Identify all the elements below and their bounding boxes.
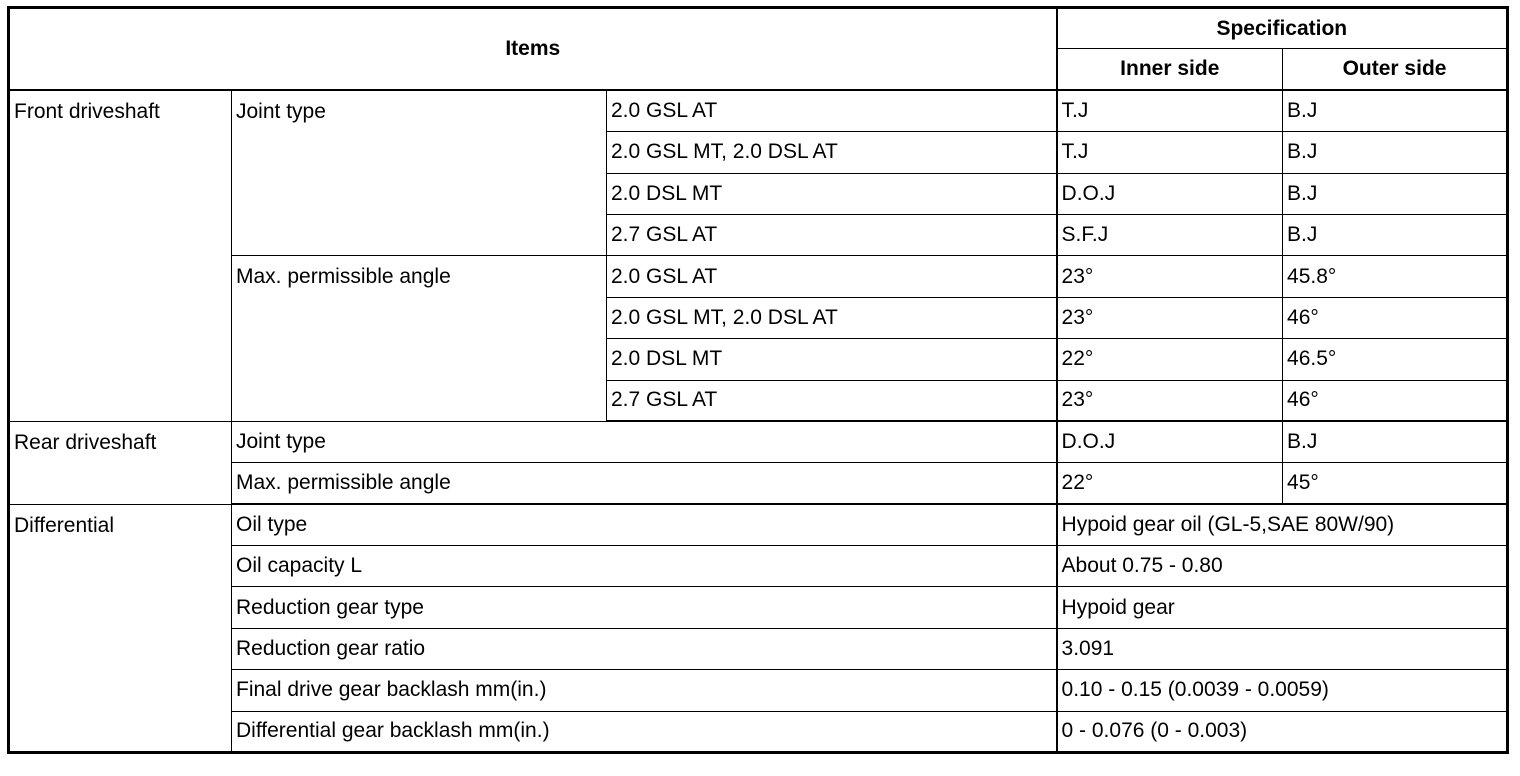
- table-row: [9, 587, 1508, 628]
- item-cell: Oil type: [232, 504, 1057, 545]
- group-label-front-driveshaft: Front driveshaft: [9, 90, 232, 421]
- table-row: [9, 463, 1508, 504]
- table-row: [9, 421, 1508, 462]
- outer-side-cell: 45°: [1283, 463, 1508, 504]
- item-cell: Oil capacity L: [232, 546, 1057, 587]
- table-row: [9, 670, 1508, 711]
- inner-side-cell: 23°: [1057, 256, 1283, 297]
- variant-cell: 2.0 DSL MT: [607, 339, 1057, 380]
- inner-side-cell: D.O.J: [1057, 421, 1283, 462]
- table-row: [9, 504, 1508, 545]
- header-row-1: [9, 8, 1508, 49]
- item-cell: Reduction gear type: [232, 587, 1057, 628]
- inner-side-cell: T.J: [1057, 90, 1283, 131]
- specification-table: [7, 6, 1509, 754]
- group-label-differential: Differential: [9, 504, 232, 752]
- spec-cell: 0.10 - 0.15 (0.0039 - 0.0059): [1057, 670, 1508, 711]
- variant-cell: 2.0 DSL MT: [607, 173, 1057, 214]
- inner-side-cell: 23°: [1057, 380, 1283, 421]
- item-label-joint-type: Joint type: [232, 90, 607, 256]
- table-row: [9, 546, 1508, 587]
- outer-side-cell: B.J: [1283, 421, 1508, 462]
- outer-side-cell: 46°: [1283, 380, 1508, 421]
- item-label-max-permissible-angle: Max. permissible angle: [232, 256, 607, 422]
- spec-cell: 3.091: [1057, 628, 1508, 669]
- table-row: [9, 711, 1508, 752]
- outer-side-cell: B.J: [1283, 214, 1508, 255]
- outer-side-header: Outer side: [1283, 49, 1508, 90]
- group-label-rear-driveshaft: Rear driveshaft: [9, 421, 232, 504]
- variant-cell: 2.0 GSL MT, 2.0 DSL AT: [607, 132, 1057, 173]
- variant-cell: 2.0 GSL MT, 2.0 DSL AT: [607, 297, 1057, 338]
- spec-table-container: [7, 6, 1509, 754]
- item-cell: Joint type: [232, 421, 1057, 462]
- inner-side-cell: D.O.J: [1057, 173, 1283, 214]
- inner-side-header: Inner side: [1057, 49, 1283, 90]
- outer-side-cell: B.J: [1283, 90, 1508, 131]
- outer-side-cell: 46.5°: [1283, 339, 1508, 380]
- table-row: [9, 90, 1508, 131]
- item-cell: Max. permissible angle: [232, 463, 1057, 504]
- variant-cell: 2.0 GSL AT: [607, 256, 1057, 297]
- inner-side-cell: 22°: [1057, 339, 1283, 380]
- variant-cell: 2.7 GSL AT: [607, 380, 1057, 421]
- item-cell: Reduction gear ratio: [232, 628, 1057, 669]
- table-row: [9, 256, 1508, 297]
- specification-header: Specification: [1057, 8, 1508, 49]
- inner-side-cell: 23°: [1057, 297, 1283, 338]
- item-cell: Final drive gear backlash mm(in.): [232, 670, 1057, 711]
- variant-cell: 2.0 GSL AT: [607, 90, 1057, 131]
- item-cell: Differential gear backlash mm(in.): [232, 711, 1057, 752]
- inner-side-cell: T.J: [1057, 132, 1283, 173]
- inner-side-cell: 22°: [1057, 463, 1283, 504]
- variant-cell: 2.7 GSL AT: [607, 214, 1057, 255]
- outer-side-cell: 45.8°: [1283, 256, 1508, 297]
- table-row: [9, 628, 1508, 669]
- spec-cell: Hypoid gear oil (GL-5,SAE 80W/90): [1057, 504, 1508, 545]
- items-header: Items: [9, 8, 1057, 91]
- outer-side-cell: B.J: [1283, 132, 1508, 173]
- spec-cell: About 0.75 - 0.80: [1057, 546, 1508, 587]
- inner-side-cell: S.F.J: [1057, 214, 1283, 255]
- spec-cell: Hypoid gear: [1057, 587, 1508, 628]
- spec-cell: 0 - 0.076 (0 - 0.003): [1057, 711, 1508, 752]
- outer-side-cell: 46°: [1283, 297, 1508, 338]
- outer-side-cell: B.J: [1283, 173, 1508, 214]
